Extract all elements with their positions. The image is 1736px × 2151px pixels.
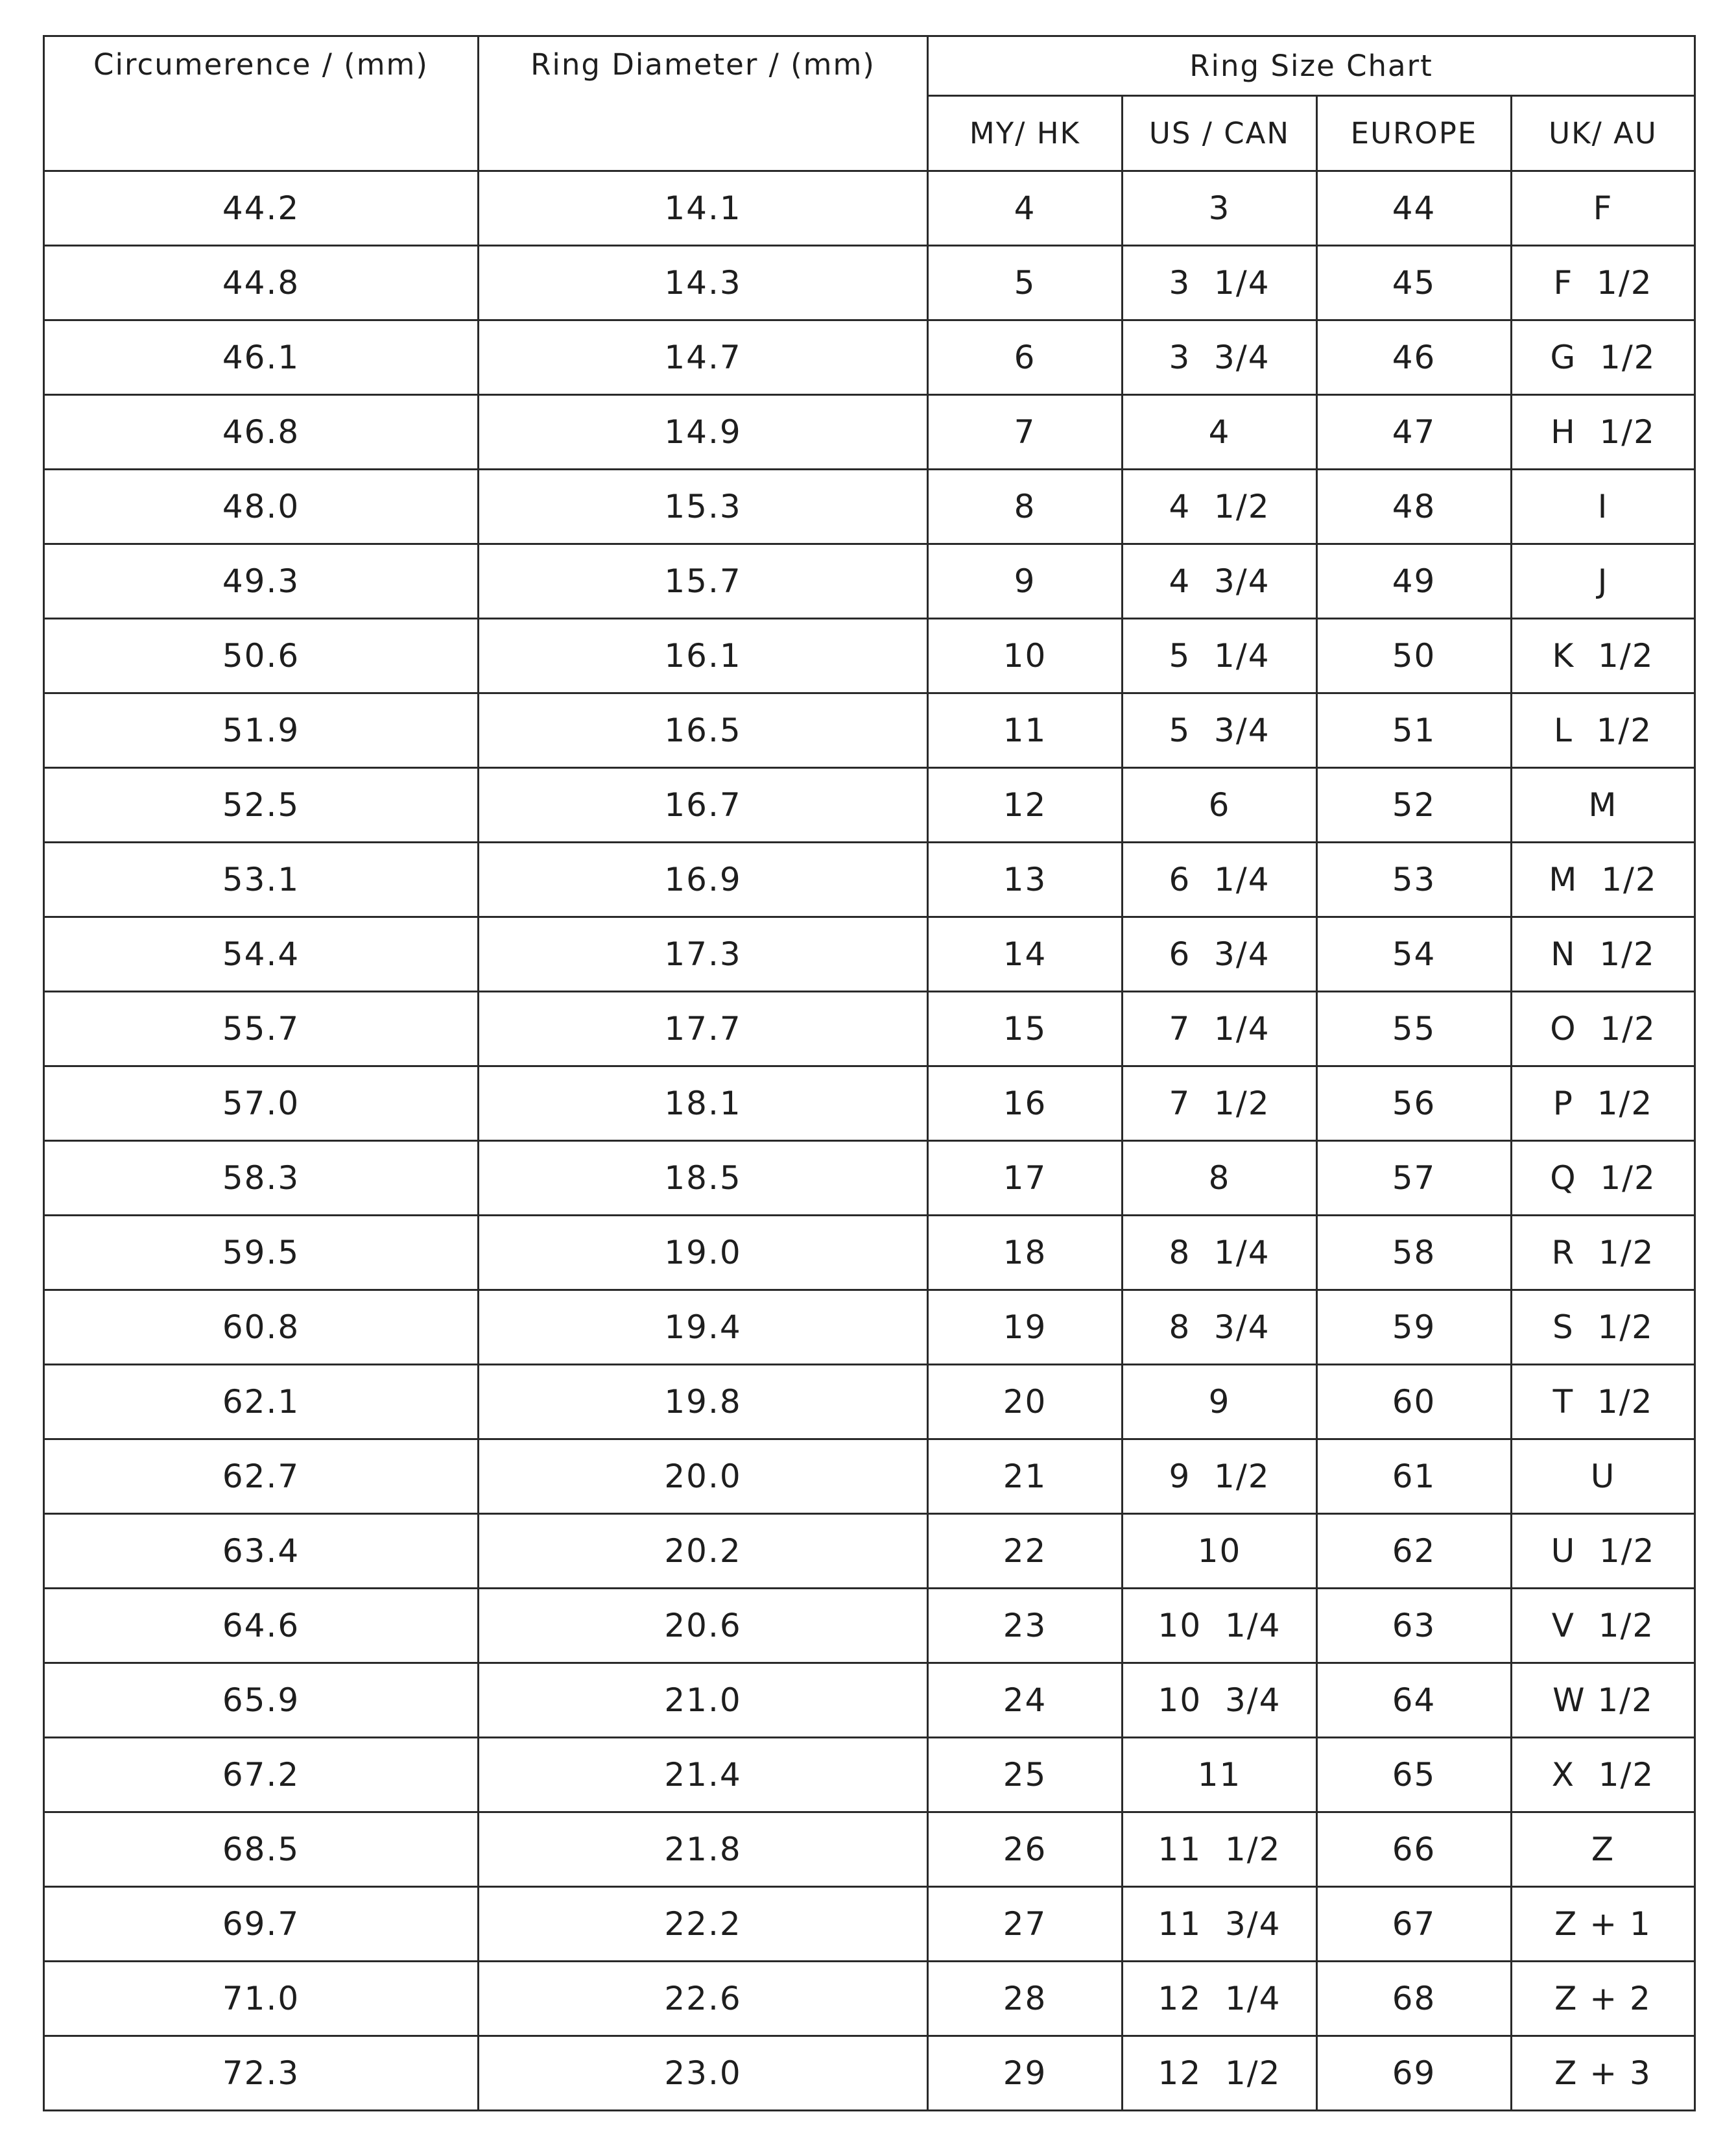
table-row — [44, 1962, 1695, 2036]
cell-uk-au: O 1/2 — [1512, 992, 1695, 1066]
table-row — [44, 395, 1695, 470]
cell-my-hk: 21 — [928, 1439, 1123, 1514]
cell-europe: 44 — [1317, 171, 1512, 246]
cell-diameter: 19.0 — [479, 1216, 928, 1290]
cell-europe: 59 — [1317, 1290, 1512, 1365]
cell-my-hk: 20 — [928, 1365, 1123, 1439]
cell-us-can: 4 — [1123, 395, 1317, 470]
cell-diameter: 18.5 — [479, 1141, 928, 1216]
cell-uk-au: J — [1512, 544, 1695, 619]
cell-us-can: 9 1/2 — [1123, 1439, 1317, 1514]
cell-europe: 61 — [1317, 1439, 1512, 1514]
cell-us-can: 5 1/4 — [1123, 619, 1317, 693]
cell-europe: 53 — [1317, 843, 1512, 917]
cell-us-can: 7 1/4 — [1123, 992, 1317, 1066]
cell-my-hk: 29 — [928, 2036, 1123, 2111]
table-row — [44, 1514, 1695, 1589]
cell-circumference: 67.2 — [44, 1738, 479, 1812]
cell-uk-au: G 1/2 — [1512, 320, 1695, 395]
table-row — [44, 1141, 1695, 1216]
cell-circumference: 54.4 — [44, 917, 479, 992]
cell-europe: 46 — [1317, 320, 1512, 395]
cell-circumference: 68.5 — [44, 1812, 479, 1887]
cell-circumference: 55.7 — [44, 992, 479, 1066]
cell-my-hk: 8 — [928, 470, 1123, 544]
cell-uk-au: N 1/2 — [1512, 917, 1695, 992]
cell-diameter: 20.6 — [479, 1589, 928, 1663]
cell-circumference: 58.3 — [44, 1141, 479, 1216]
cell-diameter: 17.3 — [479, 917, 928, 992]
cell-diameter: 21.0 — [479, 1663, 928, 1738]
cell-circumference: 51.9 — [44, 693, 479, 768]
cell-uk-au: X 1/2 — [1512, 1738, 1695, 1812]
cell-uk-au: S 1/2 — [1512, 1290, 1695, 1365]
cell-uk-au: T 1/2 — [1512, 1365, 1695, 1439]
cell-circumference: 44.2 — [44, 171, 479, 246]
cell-europe: 51 — [1317, 693, 1512, 768]
cell-us-can: 11 1/2 — [1123, 1812, 1317, 1887]
cell-uk-au: Z + 2 — [1512, 1962, 1695, 2036]
cell-us-can: 6 1/4 — [1123, 843, 1317, 917]
table-row — [44, 171, 1695, 246]
header-ring-size-chart: Ring Size Chart — [928, 36, 1695, 96]
cell-uk-au: F — [1512, 171, 1695, 246]
cell-uk-au: M 1/2 — [1512, 843, 1695, 917]
cell-us-can: 11 — [1123, 1738, 1317, 1812]
cell-us-can: 5 3/4 — [1123, 693, 1317, 768]
cell-circumference: 71.0 — [44, 1962, 479, 2036]
table-row — [44, 1812, 1695, 1887]
cell-my-hk: 23 — [928, 1589, 1123, 1663]
cell-europe: 64 — [1317, 1663, 1512, 1738]
cell-my-hk: 18 — [928, 1216, 1123, 1290]
cell-europe: 49 — [1317, 544, 1512, 619]
cell-circumference: 62.7 — [44, 1439, 479, 1514]
cell-uk-au: Z + 1 — [1512, 1887, 1695, 1962]
cell-my-hk: 9 — [928, 544, 1123, 619]
cell-my-hk: 14 — [928, 917, 1123, 992]
cell-my-hk: 19 — [928, 1290, 1123, 1365]
cell-us-can: 12 1/2 — [1123, 2036, 1317, 2111]
cell-circumference: 48.0 — [44, 470, 479, 544]
table-row — [44, 1439, 1695, 1514]
cell-us-can: 8 3/4 — [1123, 1290, 1317, 1365]
table-row — [44, 2036, 1695, 2111]
table-row — [44, 1589, 1695, 1663]
cell-us-can: 8 — [1123, 1141, 1317, 1216]
header-my-hk: MY/ HK — [928, 96, 1123, 171]
cell-circumference: 65.9 — [44, 1663, 479, 1738]
cell-europe: 47 — [1317, 395, 1512, 470]
table-row — [44, 768, 1695, 843]
cell-europe: 56 — [1317, 1066, 1512, 1141]
cell-uk-au: F 1/2 — [1512, 246, 1695, 320]
cell-us-can: 3 1/4 — [1123, 246, 1317, 320]
cell-diameter: 19.8 — [479, 1365, 928, 1439]
cell-circumference: 69.7 — [44, 1887, 479, 1962]
cell-circumference: 53.1 — [44, 843, 479, 917]
cell-europe: 58 — [1317, 1216, 1512, 1290]
cell-us-can: 3 3/4 — [1123, 320, 1317, 395]
cell-diameter: 21.8 — [479, 1812, 928, 1887]
cell-europe: 48 — [1317, 470, 1512, 544]
cell-uk-au: U 1/2 — [1512, 1514, 1695, 1589]
cell-circumference: 60.8 — [44, 1290, 479, 1365]
cell-my-hk: 7 — [928, 395, 1123, 470]
header-diameter: Ring Diameter / (mm) — [479, 36, 928, 171]
table-row — [44, 1066, 1695, 1141]
cell-europe: 55 — [1317, 992, 1512, 1066]
cell-diameter: 14.9 — [479, 395, 928, 470]
cell-uk-au: L 1/2 — [1512, 693, 1695, 768]
cell-my-hk: 16 — [928, 1066, 1123, 1141]
cell-my-hk: 15 — [928, 992, 1123, 1066]
header-circumference: Circumerence / (mm) — [44, 36, 479, 171]
cell-europe: 67 — [1317, 1887, 1512, 1962]
ring-size-table — [43, 35, 1696, 2111]
cell-uk-au: P 1/2 — [1512, 1066, 1695, 1141]
cell-my-hk: 26 — [928, 1812, 1123, 1887]
cell-my-hk: 13 — [928, 843, 1123, 917]
cell-uk-au: V 1/2 — [1512, 1589, 1695, 1663]
cell-diameter: 19.4 — [479, 1290, 928, 1365]
cell-europe: 50 — [1317, 619, 1512, 693]
cell-circumference: 46.1 — [44, 320, 479, 395]
cell-circumference: 59.5 — [44, 1216, 479, 1290]
cell-europe: 65 — [1317, 1738, 1512, 1812]
cell-uk-au: W 1/2 — [1512, 1663, 1695, 1738]
cell-my-hk: 4 — [928, 171, 1123, 246]
cell-diameter: 18.1 — [479, 1066, 928, 1141]
table-row — [44, 1887, 1695, 1962]
cell-diameter: 14.7 — [479, 320, 928, 395]
cell-my-hk: 25 — [928, 1738, 1123, 1812]
cell-circumference: 52.5 — [44, 768, 479, 843]
cell-uk-au: U — [1512, 1439, 1695, 1514]
cell-my-hk: 5 — [928, 246, 1123, 320]
table-row — [44, 1365, 1695, 1439]
table-row — [44, 1738, 1695, 1812]
cell-diameter: 14.1 — [479, 171, 928, 246]
cell-diameter: 14.3 — [479, 246, 928, 320]
cell-my-hk: 11 — [928, 693, 1123, 768]
cell-circumference: 46.8 — [44, 395, 479, 470]
cell-europe: 54 — [1317, 917, 1512, 992]
cell-us-can: 6 3/4 — [1123, 917, 1317, 992]
header-europe: EUROPE — [1317, 96, 1512, 171]
table-row — [44, 917, 1695, 992]
cell-diameter: 23.0 — [479, 2036, 928, 2111]
cell-us-can: 3 — [1123, 171, 1317, 246]
cell-europe: 66 — [1317, 1812, 1512, 1887]
cell-us-can: 10 3/4 — [1123, 1663, 1317, 1738]
cell-circumference: 62.1 — [44, 1365, 479, 1439]
cell-my-hk: 22 — [928, 1514, 1123, 1589]
cell-uk-au: Q 1/2 — [1512, 1141, 1695, 1216]
cell-europe: 52 — [1317, 768, 1512, 843]
table-row — [44, 619, 1695, 693]
header-us-can: US / CAN — [1123, 96, 1317, 171]
cell-circumference: 44.8 — [44, 246, 479, 320]
cell-my-hk: 24 — [928, 1663, 1123, 1738]
table-row — [44, 992, 1695, 1066]
cell-us-can: 7 1/2 — [1123, 1066, 1317, 1141]
cell-diameter: 16.9 — [479, 843, 928, 917]
cell-circumference: 64.6 — [44, 1589, 479, 1663]
cell-diameter: 16.5 — [479, 693, 928, 768]
header-uk-au: UK/ AU — [1512, 96, 1695, 171]
cell-us-can: 4 1/2 — [1123, 470, 1317, 544]
cell-europe: 57 — [1317, 1141, 1512, 1216]
cell-my-hk: 10 — [928, 619, 1123, 693]
cell-us-can: 10 1/4 — [1123, 1589, 1317, 1663]
cell-diameter: 15.7 — [479, 544, 928, 619]
cell-my-hk: 17 — [928, 1141, 1123, 1216]
cell-us-can: 10 — [1123, 1514, 1317, 1589]
cell-my-hk: 6 — [928, 320, 1123, 395]
cell-my-hk: 28 — [928, 1962, 1123, 2036]
cell-my-hk: 27 — [928, 1887, 1123, 1962]
table-row — [44, 693, 1695, 768]
cell-diameter: 17.7 — [479, 992, 928, 1066]
cell-diameter: 22.2 — [479, 1887, 928, 1962]
cell-uk-au: H 1/2 — [1512, 395, 1695, 470]
cell-diameter: 16.7 — [479, 768, 928, 843]
cell-diameter: 15.3 — [479, 470, 928, 544]
cell-us-can: 4 3/4 — [1123, 544, 1317, 619]
cell-circumference: 72.3 — [44, 2036, 479, 2111]
cell-us-can: 8 1/4 — [1123, 1216, 1317, 1290]
cell-uk-au: R 1/2 — [1512, 1216, 1695, 1290]
cell-us-can: 11 3/4 — [1123, 1887, 1317, 1962]
cell-us-can: 12 1/4 — [1123, 1962, 1317, 2036]
table-body — [44, 171, 1695, 2111]
cell-diameter: 20.2 — [479, 1514, 928, 1589]
cell-circumference: 57.0 — [44, 1066, 479, 1141]
table-row — [44, 1290, 1695, 1365]
cell-diameter: 20.0 — [479, 1439, 928, 1514]
cell-us-can: 9 — [1123, 1365, 1317, 1439]
table-row — [44, 1216, 1695, 1290]
cell-diameter: 21.4 — [479, 1738, 928, 1812]
cell-my-hk: 12 — [928, 768, 1123, 843]
cell-uk-au: I — [1512, 470, 1695, 544]
cell-uk-au: K 1/2 — [1512, 619, 1695, 693]
cell-europe: 68 — [1317, 1962, 1512, 2036]
cell-uk-au: Z — [1512, 1812, 1695, 1887]
cell-circumference: 49.3 — [44, 544, 479, 619]
table-row — [44, 544, 1695, 619]
cell-circumference: 63.4 — [44, 1514, 479, 1589]
cell-europe: 45 — [1317, 246, 1512, 320]
cell-uk-au: Z + 3 — [1512, 2036, 1695, 2111]
header-row-main — [44, 36, 1695, 96]
cell-diameter: 22.6 — [479, 1962, 928, 2036]
table-row — [44, 320, 1695, 395]
cell-europe: 69 — [1317, 2036, 1512, 2111]
table-row — [44, 843, 1695, 917]
cell-us-can: 6 — [1123, 768, 1317, 843]
cell-circumference: 50.6 — [44, 619, 479, 693]
cell-diameter: 16.1 — [479, 619, 928, 693]
table-row — [44, 1663, 1695, 1738]
cell-europe: 63 — [1317, 1589, 1512, 1663]
table-row — [44, 470, 1695, 544]
cell-uk-au: M — [1512, 768, 1695, 843]
table-row — [44, 246, 1695, 320]
cell-europe: 60 — [1317, 1365, 1512, 1439]
cell-europe: 62 — [1317, 1514, 1512, 1589]
